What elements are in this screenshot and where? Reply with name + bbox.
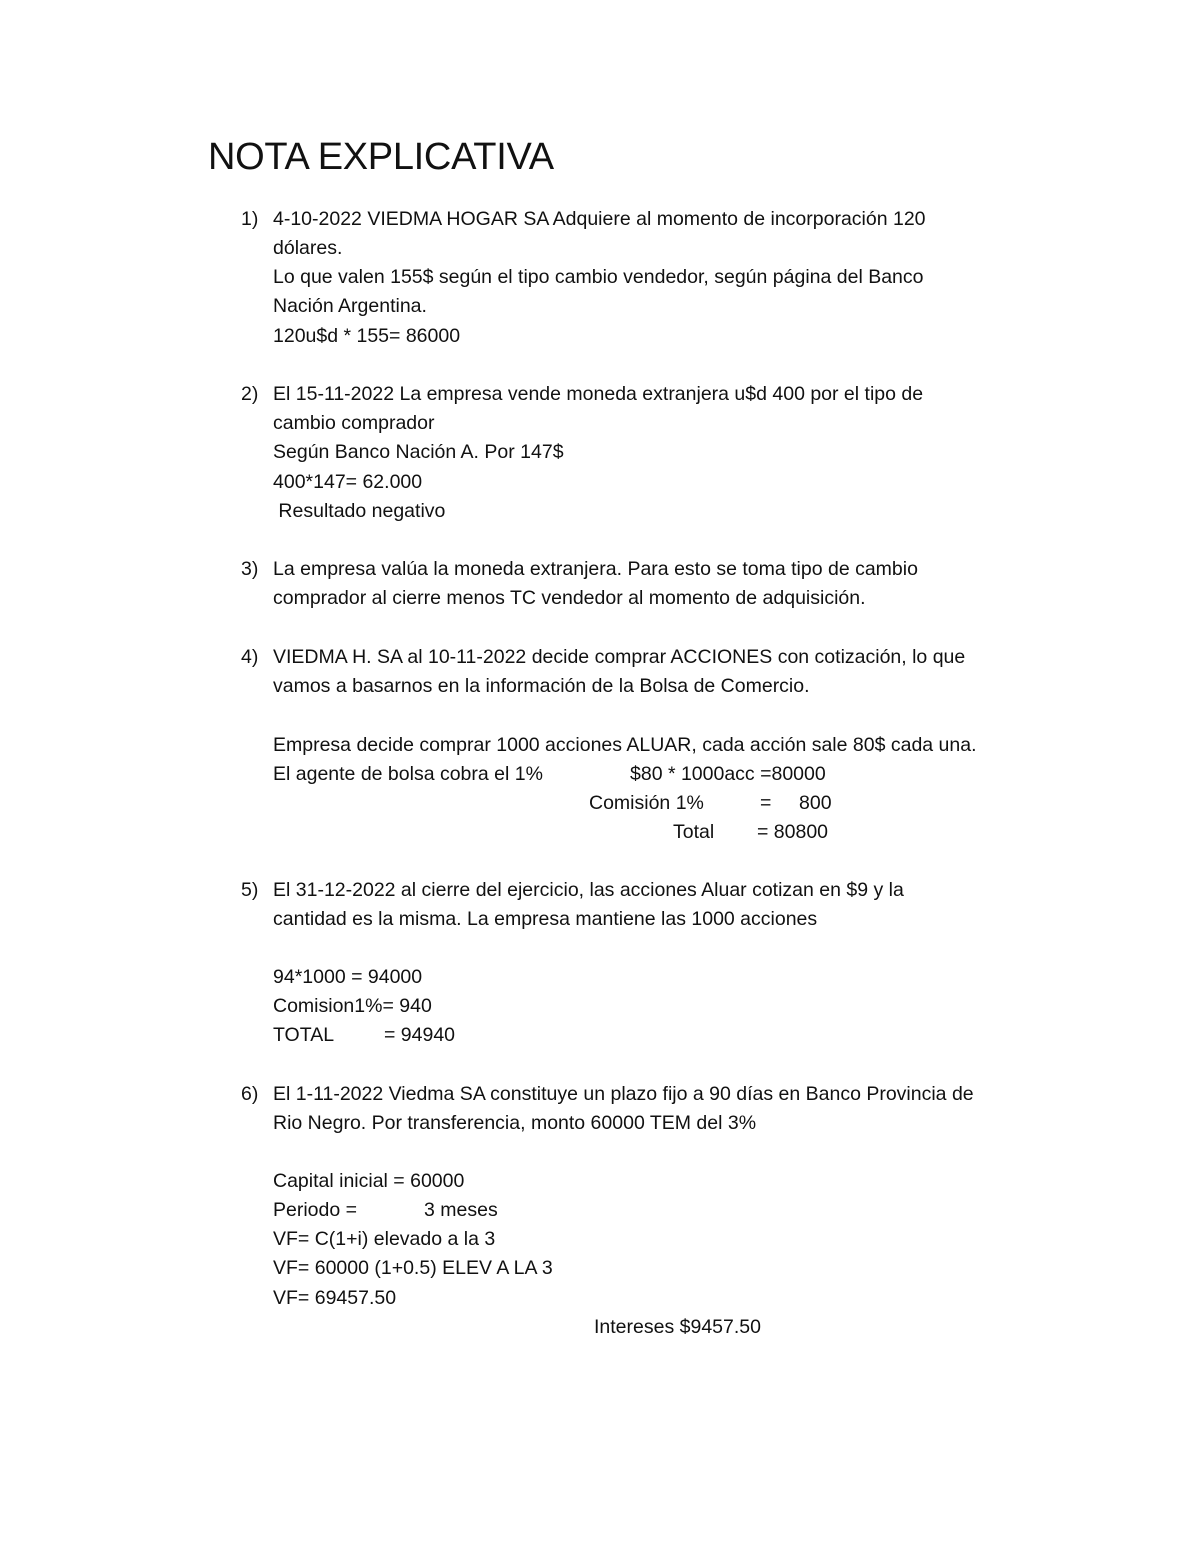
- item-line: Periodo =: [273, 1199, 358, 1221]
- item-line: Comisión 1%: [589, 792, 704, 814]
- item-line: Capital inicial = 60000: [273, 1170, 465, 1192]
- item-line: El 1-11-2022 Viedma SA constituye un plazo fijo a 90 días en Banco Provincia de: [273, 1083, 974, 1105]
- item-line: 94*1000 = 94000: [273, 966, 423, 988]
- item-number: 3): [241, 558, 259, 580]
- item-line: El agente de bolsa cobra el 1%: [273, 763, 543, 785]
- item-line: Comision1%= 940: [273, 995, 432, 1017]
- item-number: 6): [241, 1083, 259, 1105]
- item-line: comprador al cierre menos TC vendedor al momento de adquisición.: [273, 587, 866, 609]
- item-number: 1): [241, 208, 259, 230]
- item-line: vamos a basarnos en la información de la Bolsa de Comercio.: [273, 675, 810, 697]
- item-line: cambio comprador: [273, 412, 435, 434]
- item-line: VIEDMA H. SA al 10-11-2022 decide comprar ACCIONES con cotización, lo que: [273, 646, 966, 668]
- item-line: = 94940: [384, 1024, 456, 1046]
- document-title: NOTA EXPLICATIVA: [208, 136, 554, 178]
- item-line: Resultado negativo: [273, 500, 446, 522]
- item-line: Lo que valen 155$ según el tipo cambio vendedor, según página del Banco: [273, 266, 924, 288]
- item-line: 4-10-2022 VIEDMA HOGAR SA Adquiere al momento de incorporación 120: [273, 208, 926, 230]
- item-line: = 80800: [757, 821, 829, 843]
- item-line: 120u$d * 155= 86000: [273, 325, 461, 347]
- item-line: La empresa valúa la moneda extranjera. Para esto se toma tipo de cambio: [273, 558, 918, 580]
- item-line: Total: [673, 821, 715, 843]
- item-line: Según Banco Nación A. Por 147$: [273, 441, 564, 463]
- item-line: cantidad es la misma. La empresa mantiene las 1000 acciones: [273, 908, 818, 930]
- item-line: 400*147= 62.000: [273, 471, 423, 493]
- item-number: 2): [241, 383, 259, 405]
- item-line: VF= 60000 (1+0.5) ELEV A LA 3: [273, 1257, 553, 1279]
- item-line: dólares.: [273, 237, 343, 259]
- item-line: 3 meses: [424, 1199, 498, 1221]
- item-line: 800: [799, 792, 832, 814]
- item-line: Nación Argentina.: [273, 295, 427, 317]
- item-number: 4): [241, 646, 259, 668]
- item-line: =: [760, 792, 772, 814]
- item-line: Intereses $9457.50: [594, 1316, 761, 1338]
- item-line: VF= 69457.50: [273, 1287, 397, 1309]
- item-number: 5): [241, 879, 259, 901]
- item-line: El 31-12-2022 al cierre del ejercicio, las acciones Aluar cotizan en $9 y la: [273, 879, 904, 901]
- item-line: Empresa decide comprar 1000 acciones ALUAR, cada acción sale 80$ cada una.: [273, 734, 977, 756]
- item-line: TOTAL: [273, 1024, 335, 1046]
- item-line: El 15-11-2022 La empresa vende moneda extranjera u$d 400 por el tipo de: [273, 383, 924, 405]
- item-line: Rio Negro. Por transferencia, monto 60000 TEM del 3%: [273, 1112, 757, 1134]
- item-line: $80 * 1000acc =80000: [630, 763, 826, 785]
- item-line: VF= C(1+i) elevado a la 3: [273, 1228, 496, 1250]
